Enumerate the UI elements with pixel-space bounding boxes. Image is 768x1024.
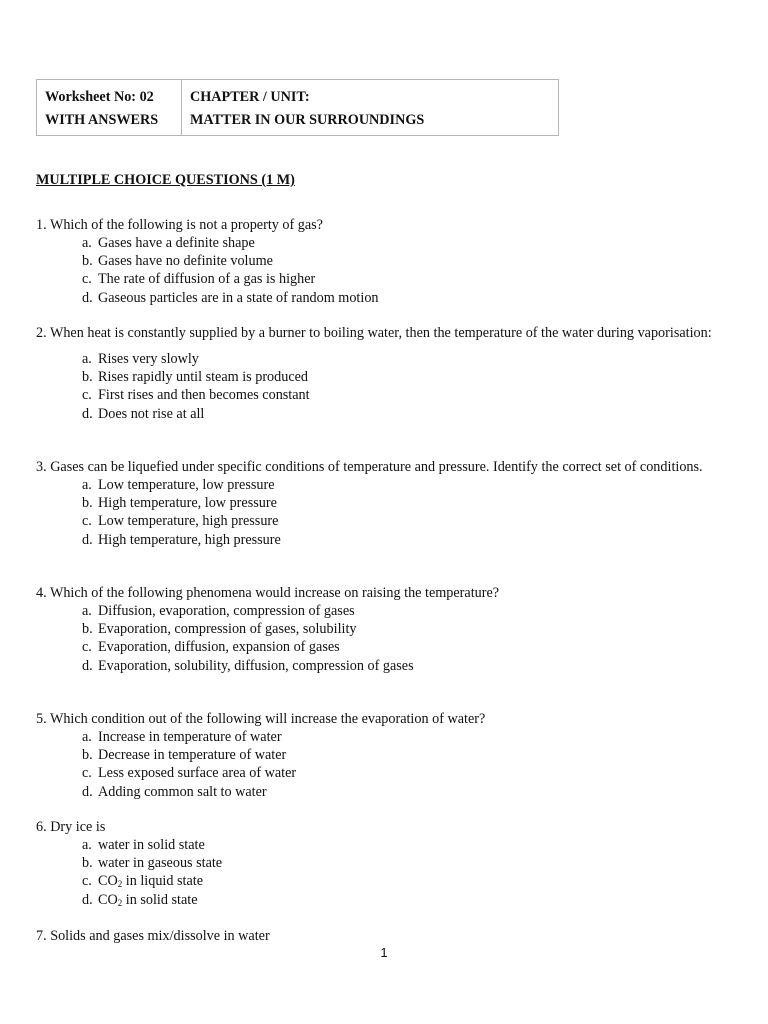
question-text bbox=[36, 458, 716, 476]
worksheet-info-cell bbox=[37, 80, 182, 135]
worksheet-number: Worksheet No: 02 bbox=[45, 89, 154, 105]
option-d: d. Evaporation, solubility, diffusion, compression of gases bbox=[82, 657, 414, 674]
question-text bbox=[36, 927, 716, 945]
option-c: c. Less exposed surface area of water bbox=[82, 765, 297, 782]
question-stem: Gases can be liquefied under specific conditions of temperature and pressure. Identify the correct set of conditions. bbox=[50, 459, 703, 475]
option-list bbox=[36, 836, 716, 909]
option-c: c. The rate of diffusion of a gas is higher bbox=[82, 271, 316, 288]
option-b: b. Rises rapidly until steam is produced bbox=[82, 369, 309, 386]
question-5 bbox=[36, 710, 716, 801]
option-b: b. water in gaseous state bbox=[82, 855, 223, 872]
question-number: 5. bbox=[36, 711, 47, 727]
question-2 bbox=[36, 324, 716, 423]
page-number: 1 bbox=[380, 945, 388, 960]
question-text bbox=[36, 818, 716, 836]
option-b: b. Gases have no definite volume bbox=[82, 253, 273, 270]
option-a: a. Diffusion, evaporation, compression of gases bbox=[82, 603, 355, 619]
question-number: 6. bbox=[36, 819, 47, 835]
option-d: d. Does not rise at all bbox=[82, 405, 205, 422]
question-text bbox=[36, 324, 716, 342]
question-stem: Which condition out of the following will increase the evaporation of water? bbox=[49, 711, 486, 727]
option-d: d. Gaseous particles are in a state of random motion bbox=[82, 289, 379, 306]
chapter-title: MATTER IN OUR SURROUNDINGS bbox=[190, 112, 425, 128]
with-answers-label: WITH ANSWERS bbox=[45, 112, 159, 128]
question-stem: When heat is constantly supplied by a burner to boiling water, then the temperature of the water during vaporisation: bbox=[49, 325, 712, 341]
chapter-label: CHAPTER / UNIT: bbox=[190, 89, 310, 105]
question-text bbox=[36, 710, 716, 728]
option-list bbox=[36, 728, 716, 801]
question-number: 3. bbox=[36, 459, 47, 475]
question-stem: Which of the following is not a property of gas? bbox=[49, 217, 323, 233]
option-list bbox=[36, 234, 716, 307]
question-6 bbox=[36, 818, 716, 909]
worksheet-header-table bbox=[36, 79, 559, 136]
option-b: b. Evaporation, compression of gases, solubility bbox=[82, 621, 357, 638]
option-d: d. Adding common salt to water bbox=[82, 783, 267, 800]
question-stem: Dry ice is bbox=[50, 819, 106, 835]
option-a: a. Increase in temperature of water bbox=[82, 729, 282, 745]
question-number: 7. bbox=[36, 928, 47, 944]
option-a: a. Gases have a definite shape bbox=[82, 235, 255, 251]
question-4 bbox=[36, 584, 716, 675]
question-stem: Which of the following phenomena would increase on raising the temperature? bbox=[49, 585, 500, 601]
option-d: d. $CO_2$ in solid state bbox=[82, 891, 198, 908]
option-list bbox=[36, 350, 716, 423]
option-list bbox=[36, 476, 716, 549]
option-c: c. Low temperature, high pressure bbox=[82, 513, 279, 530]
question-1 bbox=[36, 216, 716, 307]
section-title: MULTIPLE CHOICE QUESTIONS (1 M) bbox=[36, 172, 295, 188]
option-list bbox=[36, 602, 716, 675]
question-7 bbox=[36, 927, 716, 945]
option-a: a. Rises very slowly bbox=[82, 351, 199, 367]
option-c: c. First rises and then becomes constant bbox=[82, 387, 310, 404]
question-number: 1. bbox=[36, 217, 47, 233]
option-a: a. water in solid state bbox=[82, 837, 205, 853]
option-c: c. Evaporation, diffusion, expansion of gases bbox=[82, 639, 340, 656]
option-d: d. High temperature, high pressure bbox=[82, 531, 281, 548]
question-number: 4. bbox=[36, 585, 47, 601]
question-text bbox=[36, 584, 716, 602]
option-b: b. High temperature, low pressure bbox=[82, 495, 277, 512]
question-stem: Solids and gases mix/dissolve in water bbox=[50, 928, 270, 944]
question-3 bbox=[36, 458, 716, 549]
option-a: a. Low temperature, low pressure bbox=[82, 477, 275, 493]
question-number: 2. bbox=[36, 325, 47, 341]
chapter-info-cell bbox=[182, 80, 558, 135]
question-text bbox=[36, 216, 716, 234]
option-c: c. $CO_2$ in liquid state bbox=[82, 873, 204, 890]
option-b: b. Decrease in temperature of water bbox=[82, 747, 287, 764]
